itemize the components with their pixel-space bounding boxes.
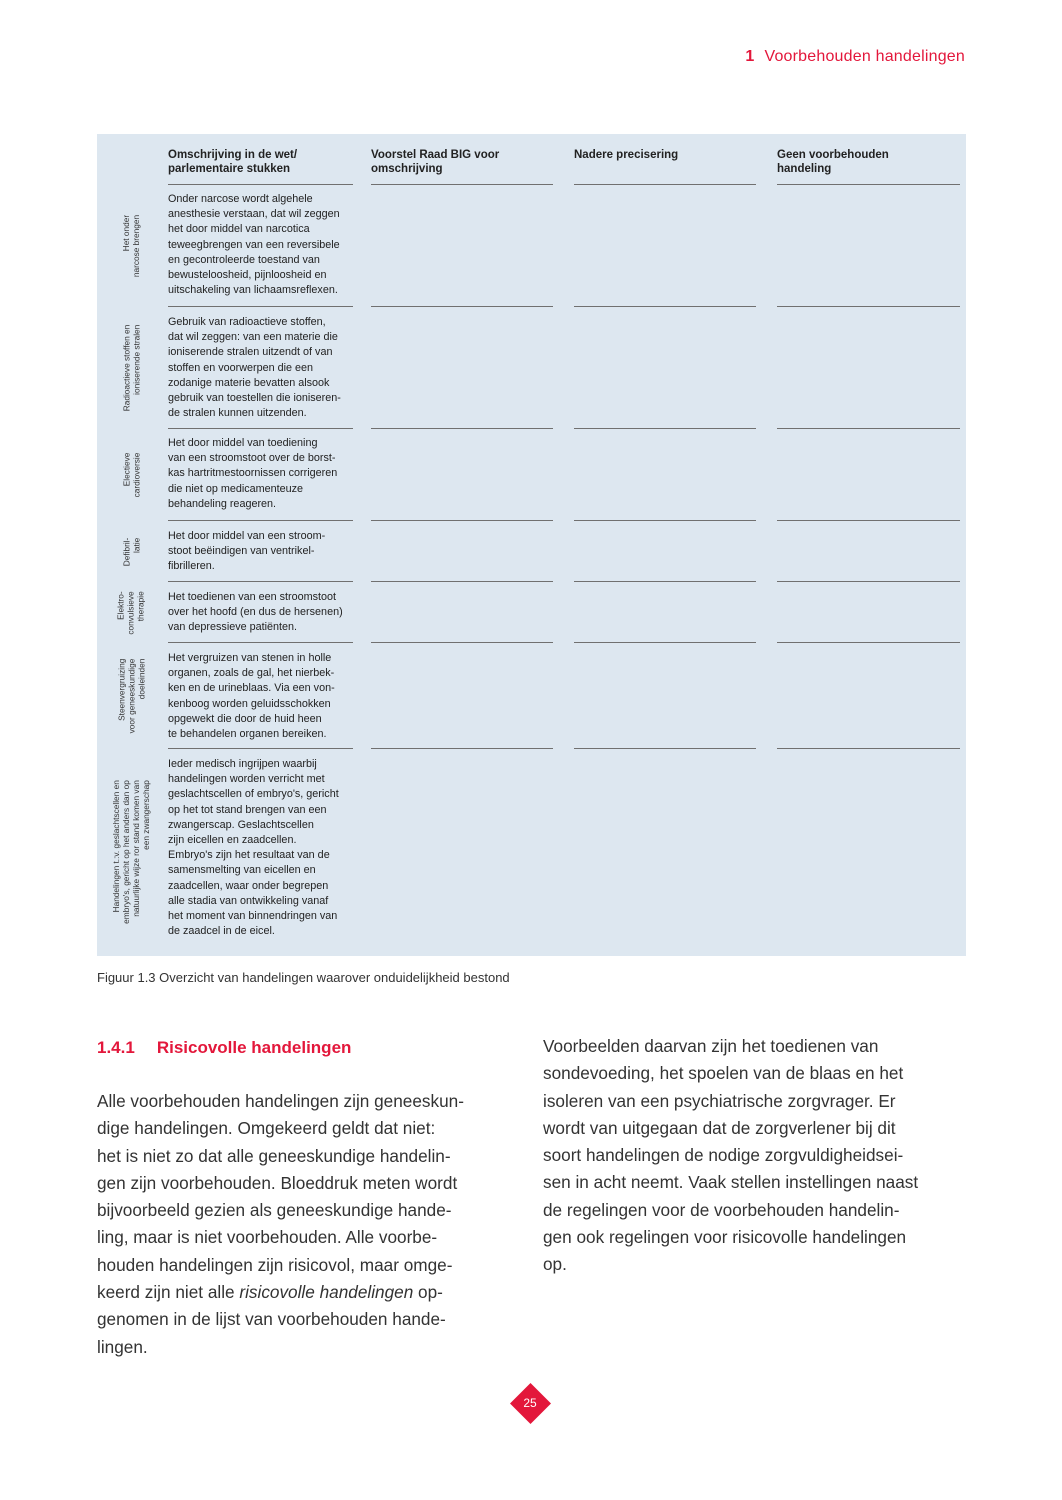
row-divider (574, 306, 756, 307)
emphasis-term: risicovolle handelingen (239, 1282, 414, 1303)
row-label (103, 754, 159, 950)
row-label (103, 312, 159, 424)
row-divider (777, 184, 960, 185)
body-text: op- genomen in de lijst van voorbehouden hande- lingen. (97, 1282, 446, 1357)
row-divider (168, 428, 353, 429)
row-divider (574, 581, 756, 582)
row-label-ect: Elektro- convulsieve therapie (115, 591, 146, 635)
row-description-ect: Het toedienen van een stroomstoot over het hoofd (en dus de hersenen) van depressieve patiënten. (168, 591, 343, 634)
row-label-geslachtscellen: Handelingen t.:v. geslachtscellen en embryo's, gericht op het anders dan op natuurlijke wijze ror stand komen van een zwangerschap (111, 780, 152, 924)
column-header-voorstel: Voorstel Raad BIG voor omschrijving (371, 149, 500, 175)
row-divider (574, 520, 756, 521)
row-description-steenvergruizing: Het vergruizen van stenen in holle organen, zoals de gal, het nierbek- ken en de urineblaas. Via een von- kenboog worden geluidsschokken opgewekt die door de huid heen te behandelen organen bereiken. (168, 652, 335, 741)
row-label (103, 587, 159, 639)
row-description-cardioversie: Het door middel van toediening van een stroomstoot over de borst- kas hartritmestoornissen corrigeren die niet op medicamenteuze behandeling reageren. (168, 437, 338, 510)
row-divider (777, 428, 960, 429)
body-column-right: Voorbeelden daarvan zijn het toedienen van sondevoeding, het spoelen van de blaas en het isoleren van een psychiatrische zorgvrager. Er wordt van uitgegaan dat de zorgverlener bij dit soort handelingen de nodige zorgvuldigheidsei- sen in acht neemt. Vaak stellen instellingen naast de regelingen voor de voorbehouden handelin- gen ook regelingen voor risicovolle handelingen op. (543, 1036, 919, 1275)
row-divider (574, 428, 756, 429)
row-divider (168, 748, 353, 749)
row-label-steenvergruizing: Steenvergruizing voor geneeskundige doeleinden (116, 658, 147, 734)
row-description-narcose: Onder narcose wordt algehele anesthesie verstaan, dat wil zeggen het door middel van narcotica teweegbrengen van een reversibele en gecontroleerde toestand van bewusteloosheid, pijnloosheid en uitschakeling van lichaamsreflexen. (168, 193, 340, 297)
row-divider (777, 642, 960, 643)
row-description-radioactief: Gebruik van radioactieve stoffen, dat wil zeggen: van een materie die ioniserende stralen uitzendt of van stoffen en voorwerpen die een zodanige materie bevatten alsook gebruik van toestellen die ioniseren- de stralen kunnen uitzenden. (168, 316, 341, 420)
row-divider (371, 748, 553, 749)
row-label-narcose: Het onder narcose brengen (121, 214, 141, 278)
row-divider (168, 642, 353, 643)
row-divider (777, 520, 960, 521)
row-divider (371, 306, 553, 307)
row-divider (777, 748, 960, 749)
row-label (103, 190, 159, 302)
section-heading (97, 1038, 351, 1058)
row-divider (574, 642, 756, 643)
section-number: 1.4.1 (97, 1038, 135, 1057)
row-divider (168, 520, 353, 521)
column-header-precisering: Nadere precisering (574, 149, 679, 161)
row-divider (777, 581, 960, 582)
row-divider (777, 306, 960, 307)
procedures-table (97, 134, 966, 956)
row-label-radioactief: Radioactieve stoffen en ioniserende stralen (121, 324, 141, 412)
row-divider (574, 748, 756, 749)
row-divider (168, 581, 353, 582)
page-number: 25 (523, 1396, 537, 1410)
row-label-defibrillatie: Defibril- latie (121, 537, 141, 567)
row-divider (371, 184, 553, 185)
row-label-cardioversie: Electieve cardioversie (120, 452, 141, 498)
body-column-left (97, 1088, 464, 1361)
body-text: Alle voorbehouden handelingen zijn geneeskun- dige handelingen. Omgekeerd geldt dat niet: het is niet zo dat alle geneeskundige handelin- gen zijn voorbehouden. Bloeddruk meten wordt bijvoorbeeld gezien als geneeskundige hande- ling, maar is niet voorbehouden. Alle voorbe- houden handelingen zijn risicovol, maar omge- keerd zijn niet alle (97, 1091, 464, 1303)
row-description-geslachtscellen: Ieder medisch ingrijpen waarbij handelingen worden verricht met geslachtscellen of embryo's, gericht op het tot stand brengen van een zwangerscap. Geslachtscellen zijn eicellen en zaadcellen. Embryo's zijn het resultaat van de samensmelting van eicellen en zaadcellen, waar onder begrepen alle stadia van ontwikkeling vanaf het moment van binnendringen van de zaadcel in de eicel. (168, 758, 339, 938)
column-header-wet: Omschrijving in de wet/ parlementaire stukken (168, 149, 298, 175)
figure-caption: Figuur 1.3 Overzicht van handelingen waarover onduidelijkheid bestond (97, 970, 510, 985)
row-label (103, 648, 159, 744)
row-divider (574, 184, 756, 185)
row-divider (371, 428, 553, 429)
column-header-geen: Geen voorbehouden handeling (777, 149, 889, 175)
row-divider (371, 581, 553, 582)
row-divider (168, 306, 353, 307)
row-divider (371, 520, 553, 521)
chapter-number: 1 (745, 48, 755, 65)
row-divider (168, 184, 353, 185)
row-description-defibrillatie: Het door middel van een stroom- stoot beëindigen van ventrikel- fibrilleren. (168, 530, 326, 573)
section-title: Risicovolle handelingen (156, 1038, 352, 1057)
row-label (103, 526, 159, 578)
chapter-title: Voorbehouden handelingen (764, 48, 965, 65)
row-divider (371, 642, 553, 643)
row-label (103, 434, 159, 516)
running-header (745, 48, 965, 66)
